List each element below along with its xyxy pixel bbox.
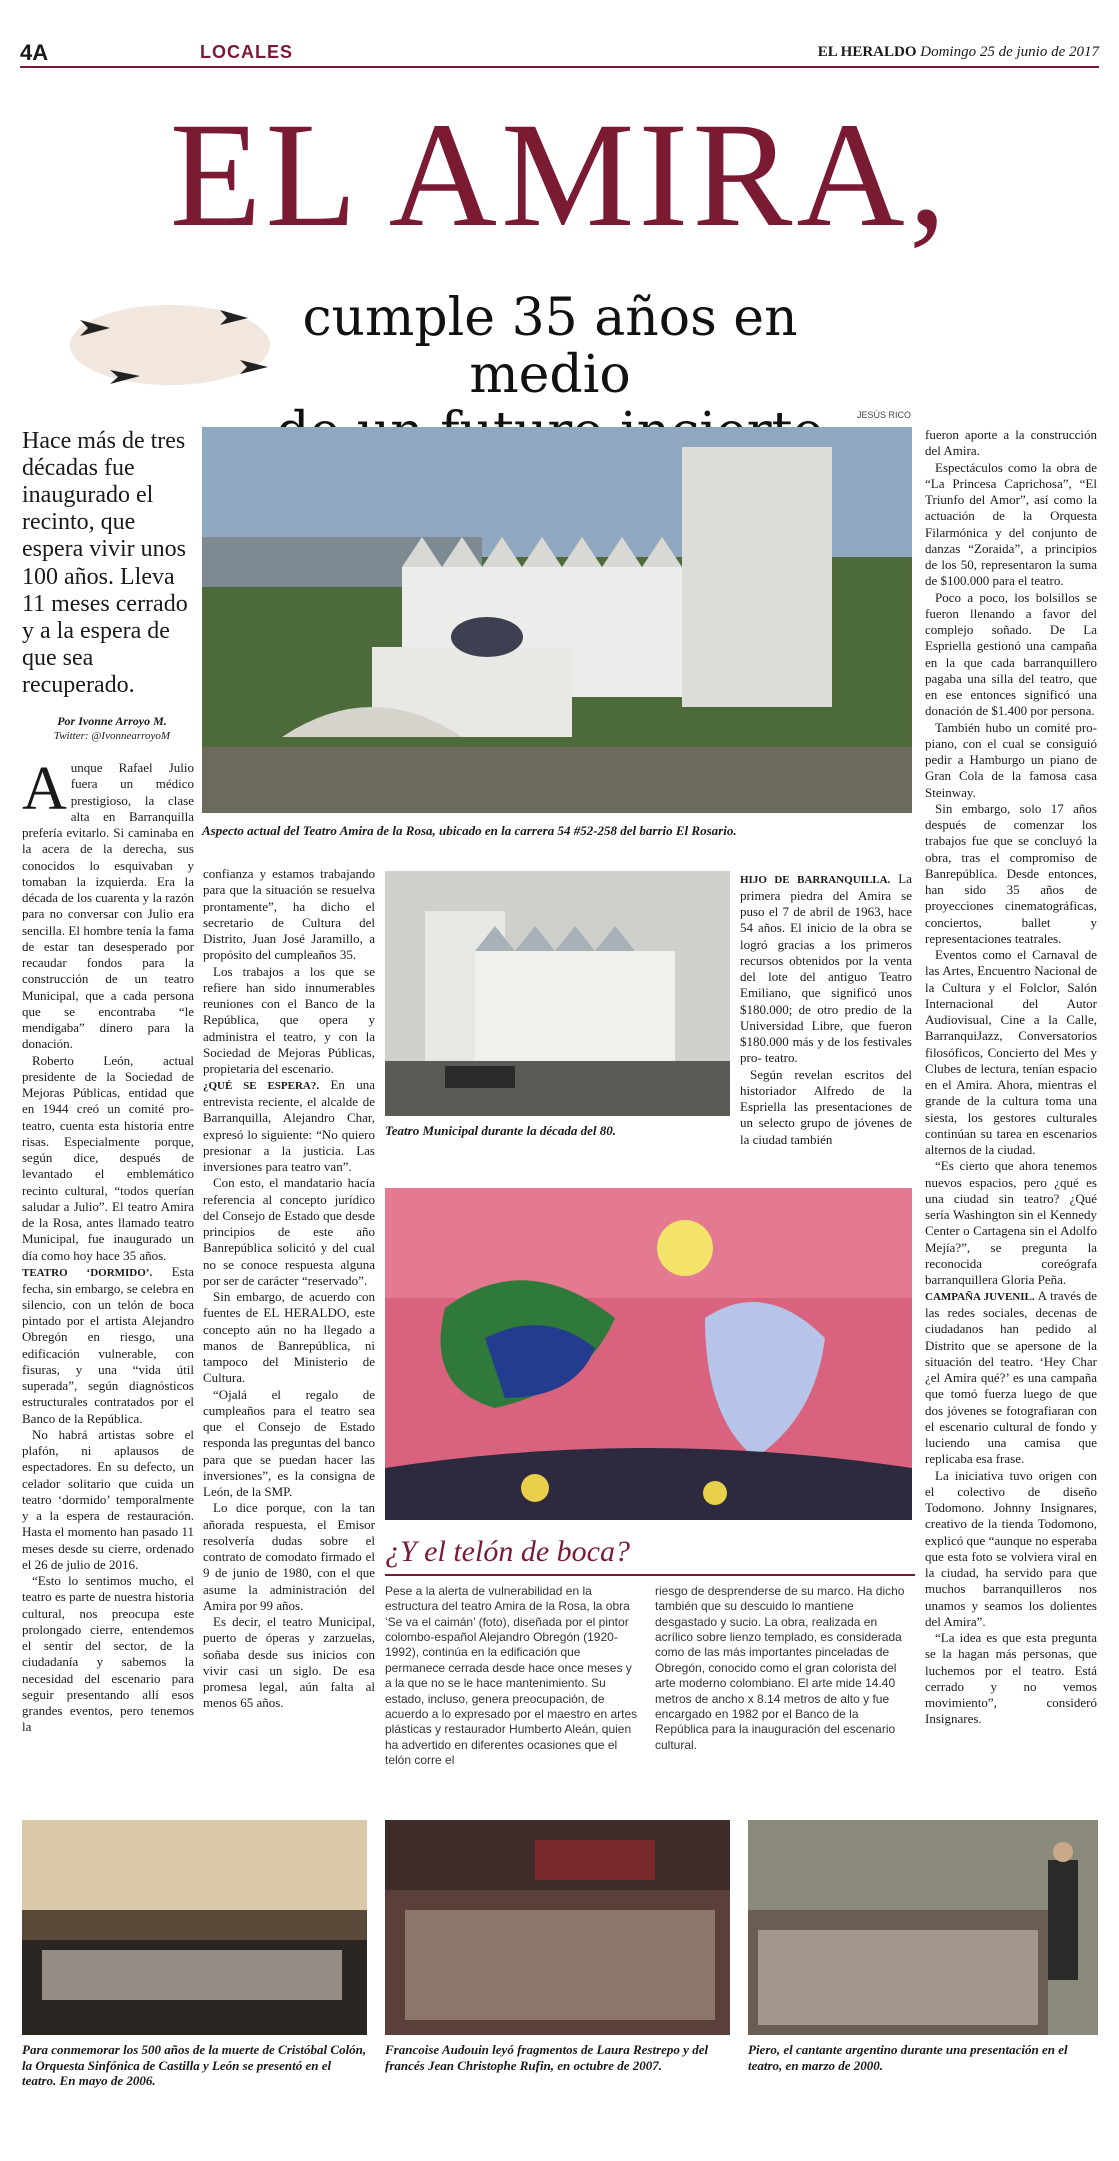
paragraph xyxy=(22,1264,194,1427)
paragraph: fueron aporte a la construcción del Amira. xyxy=(925,427,1097,459)
eighties-photo-caption: Teatro Municipal durante la década del 80. xyxy=(385,1123,616,1138)
section-name: LOCALES xyxy=(200,42,294,62)
paragraph: Eventos como el Carnaval de las Artes, Encuentro Nacional de la Cultura y el Folclor, Salón Internacional del Autor Audiovisual, Cine a la Calle, BarranquiJazz, Conversatorios filosóficos, Concierto del Mes y Clubes de lectura, tenían espacio en el Amira. Ahora, mientras el grande de la cultura toma una siesta, los gestores culturales continúan su tarea en escenarios alternos de la ciudad. xyxy=(925,947,1097,1157)
byline: Por Ivonne Arroyo M. xyxy=(57,714,167,728)
sidebar-title: ¿Y el telón de boca? xyxy=(385,1535,630,1568)
twitter-handle: Twitter: @IvonnearroyoM xyxy=(53,730,171,742)
article-column-2 xyxy=(203,866,375,1786)
paragraph: “Ojalá el regalo de cumpleaños para el teatro sea que el Consejo de Estado responda las preguntas del banco para que se puedan hacer las inversiones”, es la consigna de León, de la SMP. xyxy=(203,1386,375,1499)
paragraph: La iniciativa tuvo origen con el colectivo de diseño Todomono. Johnny Insignares, creativo de la tienda Todomono, explicó que “aunque no esperaba que esta foto se volviera viral en la ciudad, ha servido para que muchos barranquilleros nos unamos y seamos los dolientes del Amira”. xyxy=(925,1467,1097,1629)
audience-photo-image xyxy=(385,1820,730,2035)
paragraph: Sin embargo, de acuerdo con fuentes de EL HERALDO, este concepto aún no ha llegado a manos de Banrepública, ni tampoco del Ministerio de Cultura. xyxy=(203,1289,375,1386)
paragraph-text: unque Rafael Julio fuera un médico prestigioso, la clase alta en Barranquilla prefería evitarlo. Si caminaba en la acera de la derecha, sus conocidos lo esquivaban y tomaban la izquierda. Era la década de los cuarenta y la razón para no conversar con Julio era sencilla. El hombre tenía la fama de estar tan desesperado por recaudar fondos para la construcción de un teatro Municipal, que a cada persona que se encontraba “le mendigaba” dinero para la donación. xyxy=(22,760,194,1052)
paragraph: También hubo un comité pro-piano, con el cual se consiguió pedir a Hamburgo un piano de Gran Cola de la famosa casa Steinway. xyxy=(925,719,1097,800)
paragraph: No habrá artistas sobre el plafón, ni aplausos de espectadores. En su defecto, un celador solitario que cuida un teatro ‘dormido’ temporalmente y a la espera de restauración. Hasta el momento han pasado 11 meses desde su cierre, ordenado el 26 de julio de 2016. xyxy=(22,1426,194,1572)
sidebar-rule xyxy=(385,1574,915,1576)
publication-line xyxy=(818,44,1099,61)
subheadline-line-1: cumple 35 años en medio xyxy=(302,288,798,406)
audience-photo-caption: Francoise Audouin leyó fragmentos de Laura Restrepo y del francés Jean Christophe Rufin, en octubre de 2007. xyxy=(385,2042,709,2073)
orchestra-photo-image xyxy=(22,1820,367,2035)
article-column-3 xyxy=(740,871,912,1183)
paragraph-text: La primera piedra del Amira se puso el 7 de abril de 1963, hace 54 años. El inicio de la obra se logró gracias a los primeros recursos obtenidos por la venta del lote del antiguo Teatro Emiliano, que significó unos $180.000; de otro predio de la Universidad Libre, que fueron $180.000 más y de los festivales pro- teatro. xyxy=(740,871,912,1066)
paragraph-text: A través de las redes sociales, decenas de ciudadanos han pedido al Distrito que se apersone de la situación del teatro. ‘Hey Char ¿el Amira qué?’ es una campaña que tomó fuerza luego de que dos jóvenes se fotografiaran con el escenario cultural de fondo y luciendo una camisa que replicaba esa frase. xyxy=(925,1288,1097,1467)
piero-photo xyxy=(748,1820,1098,2035)
kicker: ¿QUÉ SE ESPERA?. xyxy=(203,1080,320,1093)
orchestra-photo xyxy=(22,1820,367,2035)
orchestra-photo-caption: Para conmemorar los 500 años de la muerte de Cristóbal Colón, la Orquesta Sinfónica de Castilla y León se presentó en el teatro. En mayo de 2006. xyxy=(22,2042,367,2089)
audience-photo xyxy=(385,1820,730,2035)
photo-credit: JESÚS RICO xyxy=(857,410,912,420)
curtain-painting-image xyxy=(385,1188,912,1520)
paragraph: Los trabajos a los que se refiere han sido innumerables reuniones con el Banco de la República, que opera y administra el teatro, y con la Sociedad de Mejoras Públicas, propietaria del escenario. xyxy=(203,963,375,1076)
sidebar-text-right: riesgo de desprenderse de su marco. Ha dicho también que su descuido lo mantiene desgastado y sucio. La obra, realizada en acrílico sobre lienzo templado, es considerada como de las más importantes pinceladas de Obregón, conocido como el gran colorista del arte moderno colombiano. El arte mide 14.40 metros de ancho x 8.14 metros de alto y fue encargado en 1982 por el Banco de la República para la inauguración del escenario cultural. xyxy=(655,1584,905,1752)
paragraph: Según revelan escritos del historiador Alfredo de la Espriella las presentaciones de un selecto grupo de jóvenes de la ciudad también xyxy=(740,1066,912,1147)
paper-name: EL HERALDO xyxy=(817,44,917,60)
kicker: CAMPAÑA JUVENIL. xyxy=(925,1291,1035,1304)
theatre-eighties-photo xyxy=(385,871,730,1116)
paragraph: Espectáculos como la obra de “La Princesa Caprichosa”, “El Triunfo del Amor”, así como la actuación de la Orquesta Filarmónica y del conjunto de danzas “Zoraida”, a principios de los 50, representaron la suma de $100.000 para el teatro. xyxy=(925,459,1097,589)
page-number: 4A xyxy=(20,40,49,65)
piero-photo-caption: Piero, el cantante argentino durante una presentación en el teatro, en marzo de 2000. xyxy=(748,2042,1068,2073)
paragraph xyxy=(740,871,912,1067)
sidebar-text-left: Pese a la alerta de vulnerabilidad en la estructura del teatro Amira de la Rosa, la obra ‘Se va el caimán’ (foto), diseñada por el pintor colombo-español Alejandro Obregón (1920-1992), continúa en la edificación que permanece cerrada desde hace once meses y a la que no se le hace mantenimiento. Su estado, incluso, genera preocupación, de acuerdo a lo expresado por el maestro en artes plásticas y restaurador Humberto Aleán, quien ha advertido en diferentes ocasiones que el telón corre el xyxy=(385,1584,638,1767)
curtain-painting xyxy=(385,1188,912,1520)
article-column-1 xyxy=(22,760,194,1785)
kicker: TEATRO ‘DORMIDO’. xyxy=(22,1266,153,1279)
paragraph: Roberto León, actual presidente de la Sociedad de Mejoras Públicas, entidad que en 1944 creó un comité pro-teatro, cuenta esta historia entre risas. Especialmente porque, según dice, después de levantado el emblemático recinto cultural, “todos querían saludar a Julio”. El teatro Amira de la Rosa, antes llamado teatro Municipal, fue inaugurado un día como hoy hace 35 años. xyxy=(22,1052,194,1263)
theatre-photo-image xyxy=(202,427,912,813)
paragraph: confianza y estamos trabajando para que la situación se resuelva prontamente”, ha dicho el secretario de Cultura del Distrito, Juan José Jaramillo, a propósito del cumpleaños 35. xyxy=(203,866,375,963)
article-column-4 xyxy=(925,427,1097,1787)
paragraph xyxy=(203,1077,375,1175)
paragraph: Con esto, el mandatario hacía referencia al concepto jurídico del Consejo de Estado que desde principios de este año Banrepública solicitó y del cual no se conoce respuesta alguna por ser de carácter “reservado”. xyxy=(203,1175,375,1288)
paragraph: Es decir, el teatro Municipal, puerto de óperas y zarzuelas, soñaba desde sus inicios con vivir casi un siglo. De esa promesa legal, aún falta al menos 65 años. xyxy=(203,1614,375,1711)
paragraph: Sin embargo, solo 17 años después de comenzar los trabajos fue que se concluyó la obra, tras el compromiso de Banrepública. Desde entonces, han sido 35 años de proyecciones cinematográficas, conciertos, ballet y representaciones teatrales. xyxy=(925,800,1097,946)
paragraph: “Esto lo sentimos mucho, el teatro es parte de nuestra historia cultural, nos preocupa este prolongado cierre, entendemos el sentir del sector, de la ciudadanía y sabemos la necesidad del escenario para seguir presentando allí esos grandes eventos, pero tenemos la xyxy=(22,1573,194,1735)
issue-date: Domingo 25 de junio de 2017 xyxy=(920,44,1099,60)
paragraph: Poco a poco, los bolsillos se fueron llenando a favor del complejo soñado. De La Espriella gestionó una campaña en la que cada barranquillero pagaba una silla del teatro, que en ese entonces significó una donación de $1.400 por persona. xyxy=(925,589,1097,719)
paragraph: “Es cierto que ahora tenemos nuevos espacios, pero ¿qué es una ciudad sin teatro? ¿Qué sería Washington sin el Kennedy Center o Cartagena sin el Adolfo Mejía?”, se pregunta la reconocida coreógrafa barranquillera Gloria Peña. xyxy=(925,1158,1097,1287)
main-photo-theatre xyxy=(202,427,912,813)
page-header xyxy=(20,40,1099,68)
main-photo-caption: Aspecto actual del Teatro Amira de la Rosa, ubicado en la carrera 54 #52-258 del barrio El Rosario. xyxy=(202,823,737,838)
kicker: HIJO DE BARRANQUILLA. xyxy=(740,874,891,886)
paragraph-text: Esta fecha, sin embargo, se celebra en silencio, con un telón de boca pintado por el artista Alejandro Obregón en riesgo, una edificación vulnerable, con fisuras, y una “vida útil superada”, según diagnósticos estructurales contratados por el Banco de la República. xyxy=(22,1263,194,1426)
paragraph: “La idea es que esta pregunta se la hagan más personas, que luchemos por el teatro. Está cerrado y no vemos movimiento”, consideró Insignares. xyxy=(925,1630,1097,1727)
paragraph: Lo dice porque, con la tan añorada respuesta, el Emisor resolvería dudas sobre el contrato de comodato firmado el 9 de junio de 1980, con el que asume la administración del Amira por 99 años. xyxy=(203,1500,375,1613)
drop-cap: A xyxy=(22,760,67,823)
headline: EL AMIRA, xyxy=(169,92,951,258)
piero-photo-image xyxy=(748,1820,1098,2035)
paragraph xyxy=(925,1288,1097,1467)
lede: Hace más de tres décadas fue inaugurado el recinto, que espera vivir unos 100 años. Lleva 11 meses cerrado y a la espera de que sea recuperado. xyxy=(22,428,188,698)
paragraph xyxy=(22,760,194,1053)
paragraph-text: En una entrevista reciente, el alcalde de Barranquilla, Alejandro Char, expresó lo siguiente: “No quiero presionar a la justicia. Las inversiones para teatro van”. xyxy=(203,1077,375,1174)
eighties-photo-image xyxy=(385,871,730,1116)
